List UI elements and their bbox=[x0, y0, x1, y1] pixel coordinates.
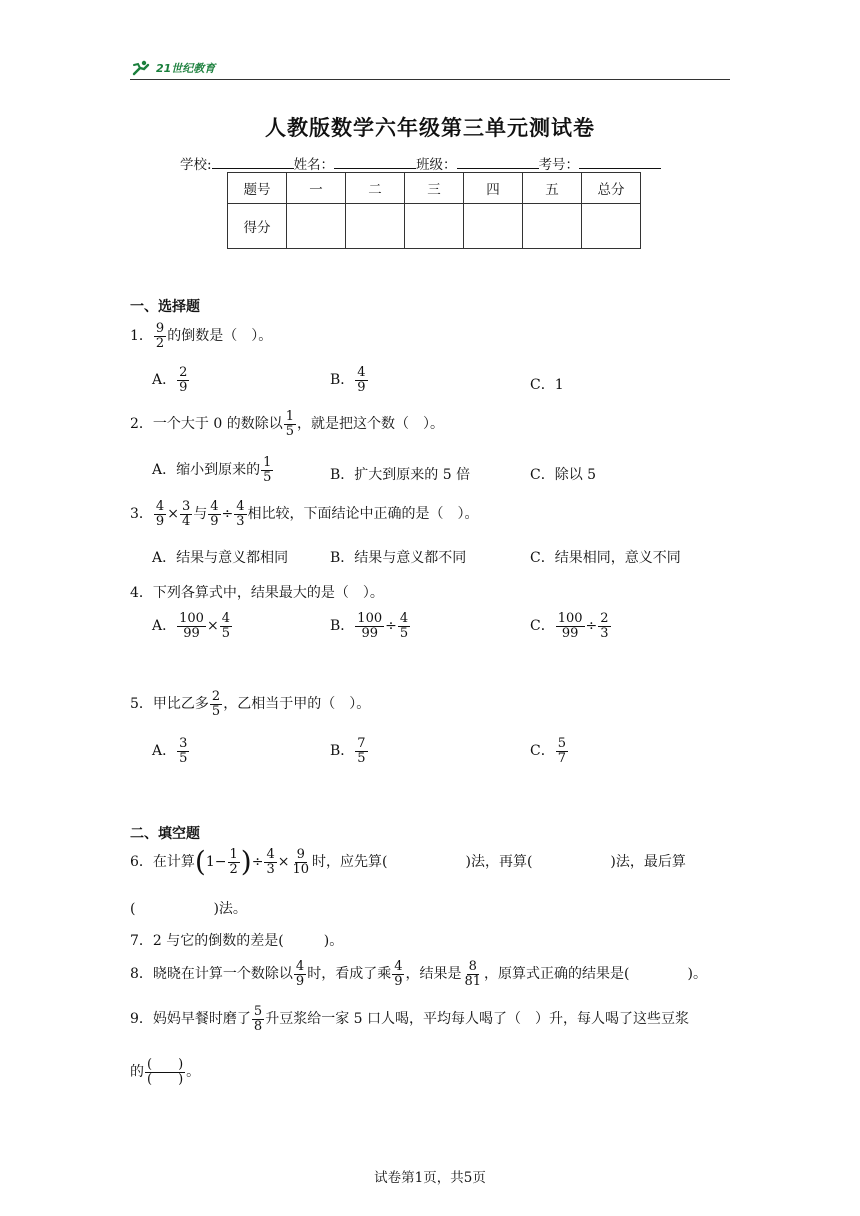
score-cell[interactable] bbox=[464, 204, 523, 249]
section-heading-choice: 一、选择题 bbox=[130, 299, 200, 315]
option-c[interactable]: C．结果相同，意义不同 bbox=[530, 550, 681, 566]
option-c[interactable]: C． $\frac{100}{99}$ ÷ $\frac{2}{3}$ bbox=[530, 611, 609, 641]
school-blank[interactable] bbox=[212, 156, 294, 169]
score-header: 总分 bbox=[582, 173, 641, 204]
page-title: 人教版数学六年级第三单元测试卷 bbox=[265, 116, 595, 140]
option-c[interactable]: C． $\frac{5}{7}$ bbox=[530, 736, 566, 766]
header-rule bbox=[130, 79, 730, 80]
score-header: 题号 bbox=[228, 173, 287, 204]
question-5: 5．甲比乙多 $\frac{2}{5}$ ，乙相当于甲的（ ）。 bbox=[130, 689, 371, 719]
option-b[interactable]: B． $\frac{7}{5}$ bbox=[330, 736, 366, 766]
fraction: $\frac{9}{2}$ bbox=[155, 321, 165, 351]
score-cell[interactable] bbox=[582, 204, 641, 249]
score-table bbox=[227, 172, 641, 249]
question-8: 8．晓晓在计算一个数除以 $\frac{4}{9}$ 时，看成了乘 $\frac{4}{9}$ ，结果是 $\frac{8}{81}$ ，原算式正确的结果是( )。 bbox=[130, 959, 707, 989]
score-row-label: 得分 bbox=[228, 204, 287, 249]
option-b[interactable]: B． $\frac{100}{99}$ ÷ $\frac{4}{5}$ bbox=[330, 611, 409, 641]
name-blank[interactable] bbox=[334, 156, 416, 169]
option-a[interactable]: A． $\frac{3}{5}$ bbox=[152, 736, 188, 766]
class-label: 班级： bbox=[416, 157, 457, 173]
score-cell[interactable] bbox=[346, 204, 405, 249]
question-6-cont: ( )法。 bbox=[130, 901, 247, 917]
publisher-logo bbox=[130, 60, 215, 76]
option-b[interactable]: B．扩大到原来的 5 倍 bbox=[330, 467, 471, 483]
question-1 bbox=[130, 322, 272, 350]
score-header: 一 bbox=[287, 173, 346, 204]
page-footer: 试卷第1页，共5页 bbox=[374, 1170, 486, 1186]
option-c[interactable]: C．除以 5 bbox=[530, 467, 597, 483]
question-9-cont: 的 $\frac{( )}{( )}$ 。 bbox=[130, 1057, 201, 1087]
question-9: 9．妈妈早餐时磨了 $\frac{5}{8}$ 升豆浆给一家 5 口人喝，平均每人喝了（ ）升，每人喝了这些豆浆 bbox=[130, 1004, 690, 1034]
school-label: 学校: bbox=[180, 157, 212, 173]
name-label: 姓名： bbox=[293, 157, 335, 173]
score-header: 五 bbox=[523, 173, 582, 204]
question-3: 3． $\frac{4}{9}$ × $\frac{3}{4}$ 与 $\frac{4}{9}$ ÷ $\frac{4}{3}$ 相比较，下面结论中正确的是（ ）。 bbox=[130, 499, 479, 529]
section-heading-fill: 二、填空题 bbox=[130, 826, 200, 842]
class-blank[interactable] bbox=[457, 156, 539, 169]
logo-text: 21世纪教育 bbox=[156, 62, 216, 75]
option-b[interactable]: B． $\frac{4}{9}$ bbox=[330, 365, 366, 395]
score-header: 二 bbox=[346, 173, 405, 204]
question-2: 2．一个大于 0 的数除以 $\frac{1}{5}$ ，就是把这个数（ ）。 bbox=[130, 409, 444, 439]
option-b[interactable]: B．结果与意义都不同 bbox=[330, 550, 467, 566]
question-6: 6．在计算(1− $\frac{1}{2}$ )÷ $\frac{4}{3}$ × $\frac{9}{10}$ 时，应先算( )法，再算( )法，最后算 bbox=[130, 845, 686, 879]
question-text: 的倒数是（ ）。 bbox=[167, 328, 273, 345]
option-c[interactable]: C．1 bbox=[530, 377, 564, 393]
question-4: 4．下列各算式中，结果最大的是（ ）。 bbox=[130, 585, 384, 601]
fraction: $\frac{2}{9}$ bbox=[179, 365, 188, 395]
fraction: $\frac{1}{5}$ bbox=[263, 455, 272, 485]
number-label: 考号： bbox=[538, 157, 580, 173]
fraction: $\frac{4}{9}$ bbox=[357, 365, 366, 395]
option-a[interactable]: A． $\frac{2}{9}$ bbox=[152, 365, 188, 395]
runner-logo-icon bbox=[130, 60, 152, 76]
answer-fraction-blank[interactable]: $\frac{( )}{( )}$ bbox=[147, 1057, 184, 1087]
student-info-line bbox=[180, 153, 661, 173]
score-header: 四 bbox=[464, 173, 523, 204]
option-a[interactable]: A．缩小到原来的 $\frac{1}{5}$ bbox=[152, 455, 272, 485]
number-blank[interactable] bbox=[579, 156, 661, 169]
fraction: $\frac{1}{5}$ bbox=[285, 409, 294, 439]
score-cell[interactable] bbox=[405, 204, 464, 249]
question-7: 7．2 与它的倒数的差是( )。 bbox=[130, 933, 344, 949]
score-header: 三 bbox=[405, 173, 464, 204]
option-a[interactable]: A．结果与意义都相同 bbox=[152, 550, 289, 566]
score-cell[interactable] bbox=[287, 204, 346, 249]
question-number: 1． bbox=[130, 328, 153, 345]
score-cell[interactable] bbox=[523, 204, 582, 249]
option-a[interactable]: A． $\frac{100}{99}$ × $\frac{4}{5}$ bbox=[152, 611, 230, 641]
